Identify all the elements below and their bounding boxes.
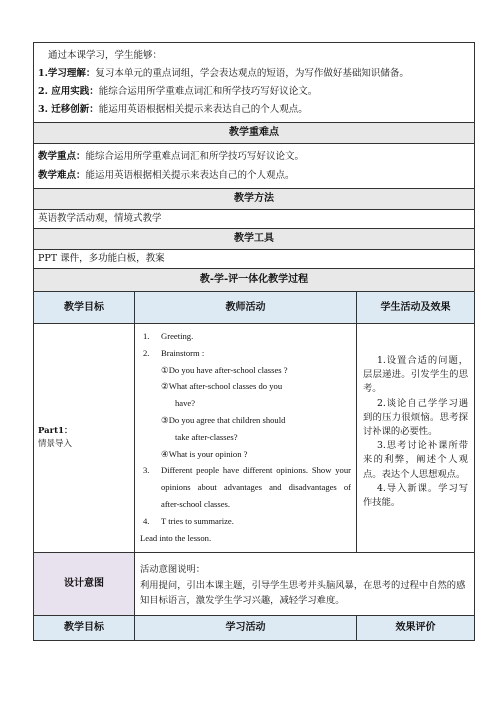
key-points-row <box>34 144 475 189</box>
list-text: T tries to summarize. <box>161 515 234 526</box>
key-points-heading: 教学重难点 <box>34 123 475 144</box>
list-item <box>140 513 351 530</box>
objective-item <box>38 65 470 83</box>
objective-text: 能运用英语根据相关提示来表达自己的个人观点。 <box>98 104 308 115</box>
focus-text: 能综合运用所学重难点词汇和所学技巧写好议论文。 <box>85 151 305 162</box>
list-number: 3. <box>143 465 150 476</box>
objective-label: 2. 应用实践： <box>38 86 99 97</box>
difficulty-text: 能运用英语根据相关提示来表达自己的个人观点。 <box>85 170 295 181</box>
objective-label: 3. 迁移创新： <box>38 104 99 115</box>
design-text: 利用提问，引出本课主题，引导学生思考并头脑风暴，在思考的过程中自然的感知目标语言，激发学生学习兴趣，减轻学习难度。 <box>140 579 466 607</box>
objectives-intro: 通过本课学习，学生能够： <box>48 50 163 61</box>
list-text: Different people have different opinions. Show your <box>161 465 351 476</box>
list-number: 1. <box>143 331 150 341</box>
process-heading: 教-学-评一体化教学过程 <box>34 269 475 292</box>
list-text: Brainstorm : <box>161 347 205 358</box>
methods-heading: 教学方法 <box>34 189 475 210</box>
design-intent-cell <box>135 553 475 616</box>
objective-item <box>38 101 470 119</box>
teaching-difficulty <box>38 166 470 185</box>
question-line: ③Do you agree that children should <box>161 414 286 425</box>
teacher-activity-cell <box>135 324 357 553</box>
difficulty-label: 教学难点： <box>38 170 86 181</box>
part1-row <box>34 324 475 553</box>
teaching-focus <box>38 147 470 166</box>
list-text: after-school classes. <box>161 498 231 509</box>
part-subtitle: 情景导入 <box>38 439 73 450</box>
list-text: Greeting. <box>161 331 194 341</box>
part-title: Part1： <box>38 426 73 437</box>
design-intent-row <box>34 553 475 616</box>
question-line: ④What is your opinion ? <box>161 448 248 459</box>
objective-item <box>38 83 470 101</box>
list-item <box>140 328 351 345</box>
design-heading: 活动意图说明： <box>140 564 206 576</box>
methods-text: 英语教学活动观，情境式教学 <box>34 210 475 229</box>
list-number: 2. <box>143 347 150 358</box>
header-teacher-activity: 教师活动 <box>135 292 357 324</box>
objective-text: 能综合运用所学重难点词汇和所学技巧写好议论文。 <box>98 86 318 97</box>
footer-header-row <box>34 616 475 641</box>
part1-label-cell <box>34 324 135 553</box>
student-item: 4.导入新课。学习写作技能。 <box>363 482 469 509</box>
tools-heading: 教学工具 <box>34 229 475 250</box>
student-item: 1.设置合适的问题，层层递进。引发学生的思考。 <box>363 355 469 395</box>
lead-in-line: Lead into the lesson. <box>140 532 212 543</box>
footer-header-evaluation: 效果评价 <box>357 616 475 641</box>
list-number: 4. <box>143 515 150 526</box>
header-goal: 教学目标 <box>34 292 135 324</box>
question-line: take after-classes? <box>175 431 238 442</box>
objective-text: 复习本单元的重点词组，学会表达观点的短语，为写作做好基础知识储备。 <box>95 68 409 79</box>
question-line: ①Do you have after-school classes ? <box>161 364 288 375</box>
list-item-continued <box>140 479 351 496</box>
list-item <box>140 462 351 479</box>
question-line: have? <box>175 398 196 409</box>
student-item: 3.思考讨论补课所带来的利弊，阐述个人观点。表达个人思想观点。 <box>363 440 469 480</box>
list-text: opinions about advantages and disadvantages of <box>161 482 351 493</box>
focus-label: 教学重点： <box>38 151 86 162</box>
tools-text: PPT 课件，多功能白板，教案 <box>34 250 475 269</box>
lesson-plan-table <box>33 42 475 641</box>
student-activity-cell <box>357 324 475 553</box>
lesson-plan-document <box>33 42 474 641</box>
objectives-cell <box>34 43 475 123</box>
process-header-row <box>34 292 475 324</box>
design-intent-label: 设计意图 <box>34 553 135 616</box>
student-item: 2.谈论自己学学习遇到的压力很烦恼。思考探讨补课的必要性。 <box>363 397 469 438</box>
key-points-cell <box>34 144 475 189</box>
list-item <box>140 345 351 362</box>
list-item-continued <box>140 496 351 513</box>
objective-label: 1.学习理解： <box>38 68 96 79</box>
footer-header-goal: 教学目标 <box>34 616 135 641</box>
question-line: ②What after-school classes do you <box>161 381 283 392</box>
objectives-row <box>34 43 475 123</box>
footer-header-learning: 学习活动 <box>135 616 357 641</box>
header-student-activity: 学生活动及效果 <box>357 292 475 324</box>
